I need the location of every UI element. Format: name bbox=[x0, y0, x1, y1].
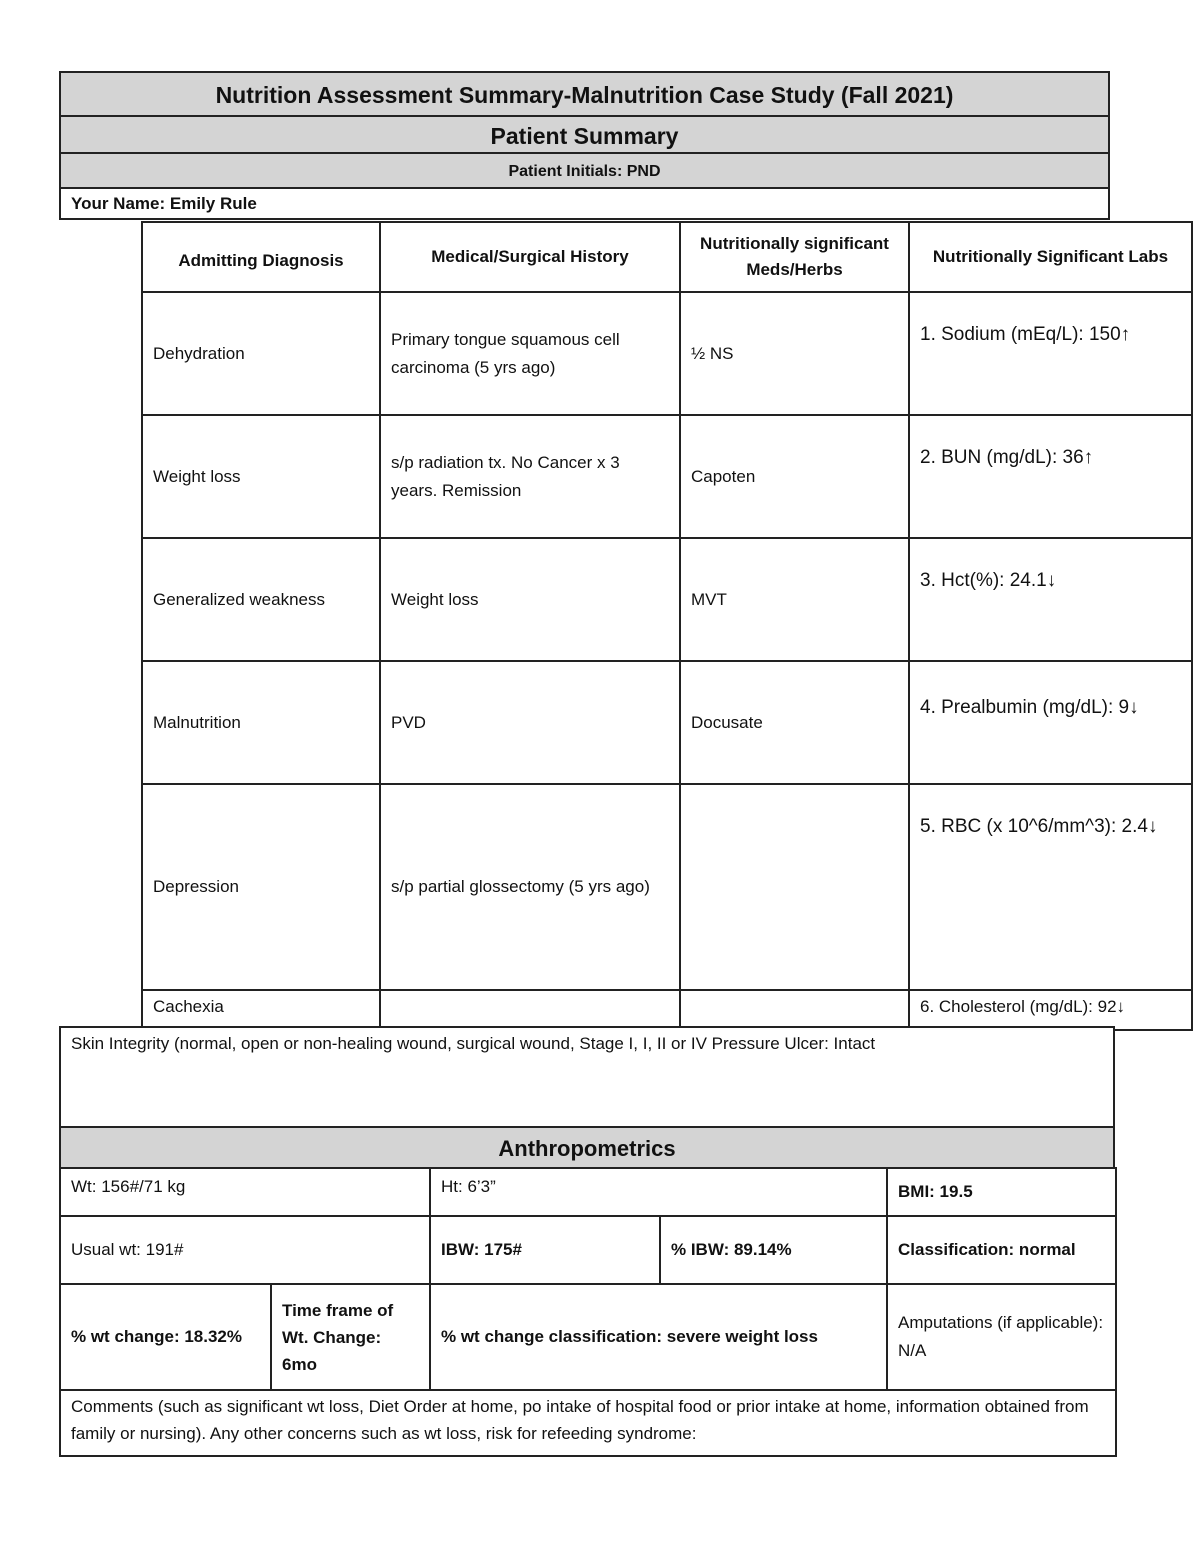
anthropometrics-heading: Anthropometrics bbox=[59, 1126, 1115, 1169]
diagnosis-cell: Cachexia bbox=[142, 990, 380, 1030]
header-medical-history: Medical/Surgical History bbox=[380, 222, 680, 292]
history-cell: s/p radiation tx. No Cancer x 3 years. Remission bbox=[380, 415, 680, 538]
table-row bbox=[142, 538, 1192, 661]
comments-cell: Comments (such as significant wt loss, Diet Order at home, po intake of hospital food or prior intake at home, information obtained from family or nursing). Any other concerns such as wt loss, risk for refeeding syndrome: bbox=[60, 1390, 1116, 1456]
table-row bbox=[142, 292, 1192, 415]
table-header-row bbox=[142, 222, 1192, 292]
anthro-row bbox=[60, 1168, 1116, 1216]
patient-initials: Patient Initials: PND bbox=[59, 152, 1110, 189]
lab-cell: 2. BUN (mg/dL): 36↑ bbox=[909, 415, 1192, 538]
diagnosis-cell: Weight loss bbox=[142, 415, 380, 538]
patient-summary-table bbox=[141, 221, 1193, 1031]
height-cell: Ht: 6’3” bbox=[430, 1168, 887, 1216]
header-meds-herbs: Nutritionally significant Meds/Herbs bbox=[680, 222, 909, 292]
history-cell: Weight loss bbox=[380, 538, 680, 661]
usual-weight-cell: Usual wt: 191# bbox=[60, 1216, 430, 1284]
diagnosis-cell: Dehydration bbox=[142, 292, 380, 415]
lab-cell: 4. Prealbumin (mg/dL): 9↓ bbox=[909, 661, 1192, 784]
pct-wt-change-cell: % wt change: 18.32% bbox=[60, 1284, 271, 1390]
meds-cell: ½ NS bbox=[680, 292, 909, 415]
meds-cell: Docusate bbox=[680, 661, 909, 784]
bmi-cell: BMI: 19.5 bbox=[887, 1168, 1116, 1216]
meds-cell: Capoten bbox=[680, 415, 909, 538]
meds-cell bbox=[680, 990, 909, 1030]
table-row bbox=[142, 415, 1192, 538]
anthro-row bbox=[60, 1390, 1116, 1456]
wt-change-classification-cell: % wt change classification: severe weight loss bbox=[430, 1284, 887, 1390]
lab-cell: 1. Sodium (mEq/L): 150↑ bbox=[909, 292, 1192, 415]
classification-cell: Classification: normal bbox=[887, 1216, 1116, 1284]
weight-cell: Wt: 156#/71 kg bbox=[60, 1168, 430, 1216]
history-cell: PVD bbox=[380, 661, 680, 784]
anthro-row bbox=[60, 1284, 1116, 1390]
lab-cell: 6. Cholesterol (mg/dL): 92↓ bbox=[909, 990, 1192, 1030]
header-labs: Nutritionally Significant Labs bbox=[909, 222, 1192, 292]
pct-ibw-cell: % IBW: 89.14% bbox=[660, 1216, 887, 1284]
table-row bbox=[142, 990, 1192, 1030]
ibw-cell: IBW: 175# bbox=[430, 1216, 660, 1284]
header-admitting-diagnosis: Admitting Diagnosis bbox=[142, 222, 380, 292]
meds-cell bbox=[680, 784, 909, 990]
lab-cell: 5. RBC (x 10^6/mm^3): 2.4↓ bbox=[909, 784, 1192, 990]
lab-cell: 3. Hct(%): 24.1↓ bbox=[909, 538, 1192, 661]
anthro-row bbox=[60, 1216, 1116, 1284]
diagnosis-cell: Malnutrition bbox=[142, 661, 380, 784]
history-cell bbox=[380, 990, 680, 1030]
your-name: Your Name: Emily Rule bbox=[59, 187, 1110, 220]
time-frame-cell: Time frame of Wt. Change: 6mo bbox=[271, 1284, 430, 1390]
history-cell: s/p partial glossectomy (5 yrs ago) bbox=[380, 784, 680, 990]
meds-cell: MVT bbox=[680, 538, 909, 661]
diagnosis-cell: Generalized weakness bbox=[142, 538, 380, 661]
patient-summary-heading: Patient Summary bbox=[59, 115, 1110, 154]
diagnosis-cell: Depression bbox=[142, 784, 380, 990]
document-title: Nutrition Assessment Summary-Malnutrition Case Study (Fall 2021) bbox=[59, 71, 1110, 117]
anthropometrics-table bbox=[59, 1167, 1117, 1457]
amputations-cell: Amputations (if applicable): N/A bbox=[887, 1284, 1116, 1390]
history-cell: Primary tongue squamous cell carcinoma (5 yrs ago) bbox=[380, 292, 680, 415]
skin-integrity: Skin Integrity (normal, open or non-healing wound, surgical wound, Stage I, I, II or IV Pressure Ulcer: Intact bbox=[59, 1026, 1115, 1128]
table-row bbox=[142, 784, 1192, 990]
table-row bbox=[142, 661, 1192, 784]
